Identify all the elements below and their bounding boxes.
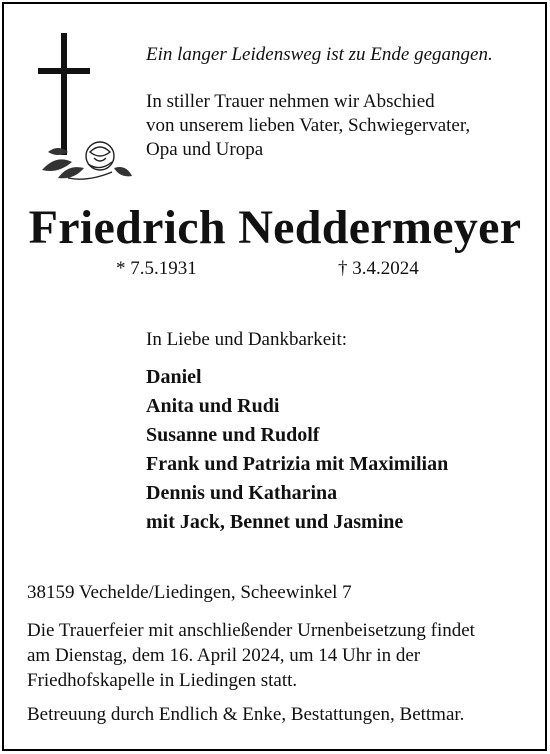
address: 38159 Vechelde/Liedingen, Scheewinkel 7 <box>27 582 352 603</box>
intro-text <box>146 90 470 162</box>
ceremony-line: Die Trauerfeier mit anschließender Urnenbeisetzung findet <box>27 620 475 641</box>
family-member: mit Jack, Bennet und Jasmine <box>146 511 404 533</box>
family-member: Dennis und Katharina <box>146 482 338 504</box>
family-member: Frank und Patrizia mit Maximilian <box>146 453 449 475</box>
funeral-home: Betreuung durch Endlich & Enke, Bestattungen, Bettmar. <box>27 704 465 725</box>
death-date: † 3.4.2024 <box>338 258 419 279</box>
ceremony-info <box>27 618 475 693</box>
motto: Ein langer Leidensweg ist zu Ende gegangen. <box>146 44 493 65</box>
family-member: Anita und Rudi <box>146 395 280 417</box>
family-list <box>146 363 448 537</box>
family-member: Susanne und Rudolf <box>146 424 320 446</box>
ceremony-line: Friedhofskapelle in Liedingen statt. <box>27 670 298 691</box>
birth-date: * 7.5.1931 <box>116 258 197 279</box>
deceased-name: Friedrich Neddermeyer <box>28 201 522 254</box>
intro-line: von unserem lieben Vater, Schwiegervater, <box>146 115 471 136</box>
ceremony-line: am Dienstag, dem 16. April 2024, um 14 Uhr in der <box>27 645 421 666</box>
thanks-line: In Liebe und Dankbarkeit: <box>146 329 348 350</box>
intro-line: In stiller Trauer nehmen wir Abschied <box>146 91 435 112</box>
family-member: Daniel <box>146 366 202 388</box>
intro-line: Opa und Uropa <box>146 139 264 160</box>
cross-with-rose-icon <box>28 28 138 188</box>
